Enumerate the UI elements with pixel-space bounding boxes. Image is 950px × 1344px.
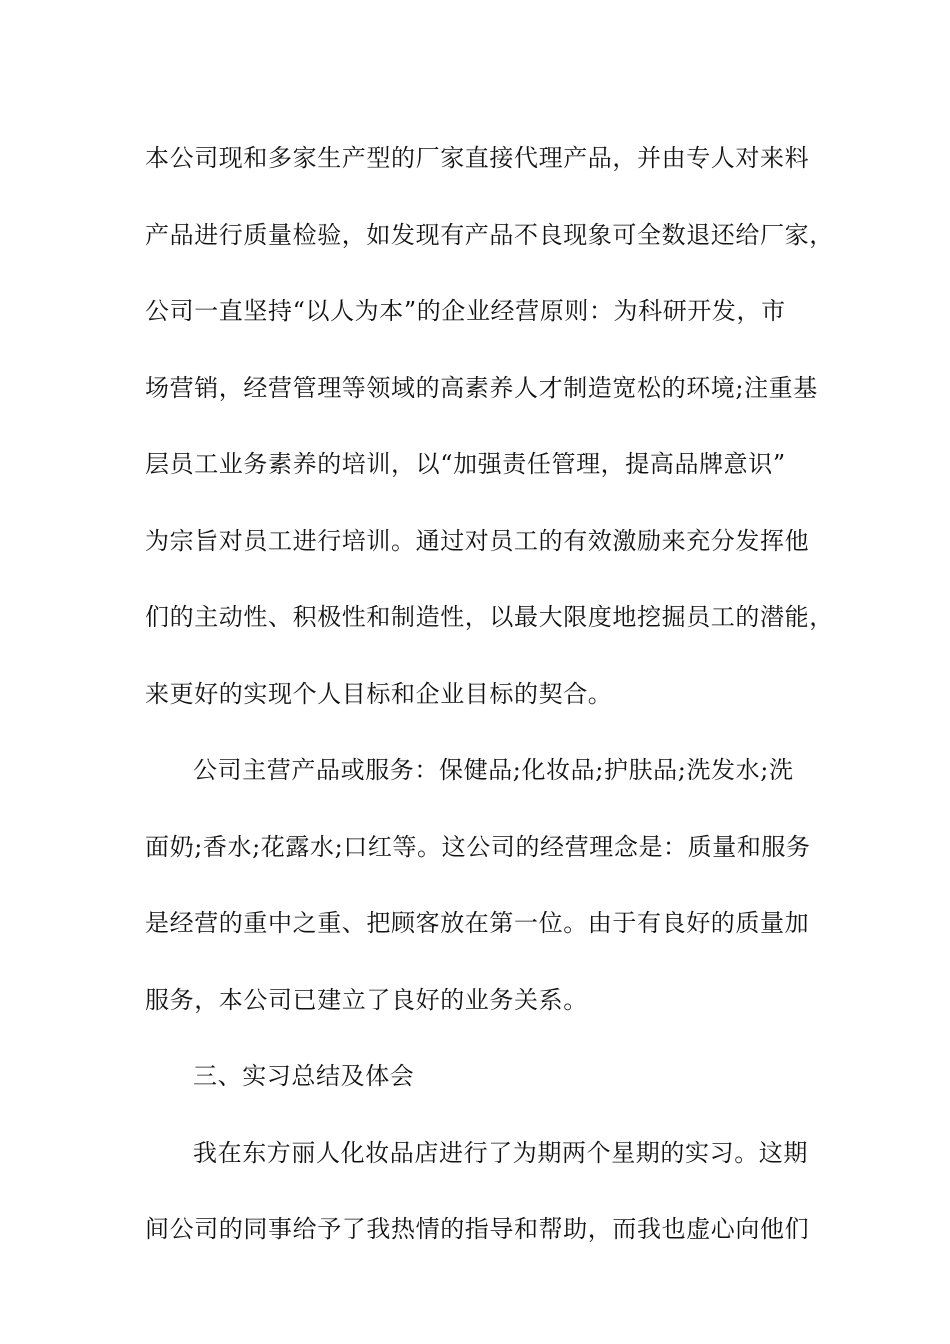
text-line: 本公司现和多家生产型的厂家直接代理产品，并由专人对来料 [145,144,810,172]
text-line: 服务，本公司已建立了良好的业务关系。 [145,985,588,1014]
text-line: 面奶;香水;花露水;口红等。这公司的经营理念是：质量和服务 [145,832,811,861]
body-text [145,128,834,1276]
text-line: 场营销，经营管理等领域的高素养人才制造宽松的环境;注重基 [145,373,818,402]
text-line: 层员工业务素养的培训，以“加强责任管理，提高品牌意识” [145,450,786,478]
text-line: 公司一直坚持“以人为本”的企业经营原则：为科研开发，市 [145,297,786,325]
text-line: 是经营的重中之重、把顾客放在第一位。由于有良好的质量加 [145,909,810,937]
text-line: 间公司的同事给予了我热情的指导和帮助，而我也虚心向他们 [145,1215,810,1243]
text-line: 来更好的实现个人目标和企业目标的契合。 [145,679,613,708]
paragraph-start-line: 我在东方丽人化妆品店进行了为期两个星期的实习。这期 [193,1138,808,1167]
text-line: 产品进行质量检验，如发现有产品不良现象可全数退还给厂家， [145,220,834,249]
text-line: 为宗旨对员工进行培训。通过对员工的有效激励来充分发挥他 [145,526,810,555]
text-line: 们的主动性、积极性和制造性，以最大限度地挖掘员工的潜能， [145,603,834,631]
paragraph-start-line: 公司主营产品或服务：保健品;化妆品;护肤品;洗发水;洗 [193,756,794,784]
section-heading: 三、实习总结及体会 [193,1062,415,1090]
